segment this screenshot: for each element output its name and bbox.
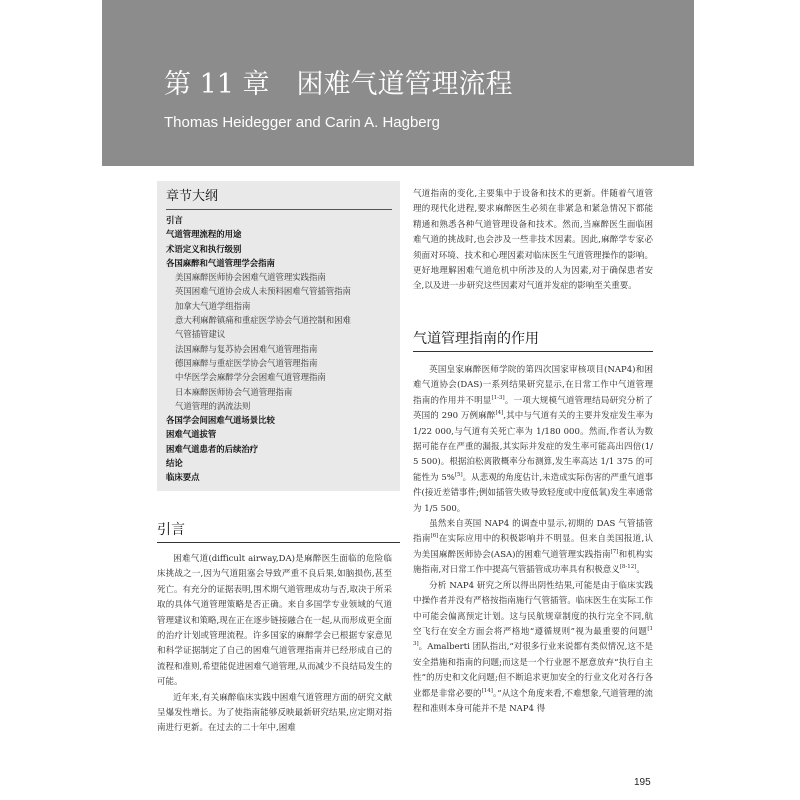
citation: [5] — [454, 471, 463, 478]
outline-item: 中华医学会麻醉学分会困难气道管理指南 — [175, 372, 326, 383]
intro-heading: 引言 — [157, 519, 400, 543]
outline-list — [166, 213, 400, 485]
outline-item: 加拿大气道学组指南 — [175, 300, 251, 311]
chapter-authors: Thomas Heidegger and Carin A. Hagberg — [164, 114, 440, 131]
citation: [8-12] — [619, 564, 637, 571]
outline-item: 术语定义和执行级别 — [166, 243, 242, 254]
outline-item: 困难气道拔管 — [166, 429, 217, 440]
page-number: 195 — [634, 777, 651, 788]
citation: [6] — [430, 533, 439, 540]
guidelines-paragraph-1: 英国皇家麻醉医师学院的第四次国家审核项目(NAP4)和困难气道协会(DAS)一系列结果研究显示,在日常工作中气道管理指南的作用并不明显[1-3]。一项大规模气道管理结局研究分析了英国的 290 万例麻醉[4],其中与气道有关的主要并发症发生率为 1/22 000,与气道有关死亡率为 1/180 000。然而,作者认为数据可能存在严重的漏报,其实际并发症的发生率可能高出四倍(1/5 500)。根据泊松离散概率分布测算,发生率高达 1/1 375 的可能性为 5%[5]。从悲观的角度估计,未造成实际伤害的严重气道事件(接近差错事件;例如插管失败导致轻度或中度低氧)发生率通常为 1/5 500。 — [413, 365, 653, 514]
guidelines-body — [413, 363, 653, 717]
continued-paragraph: 气道指南的变化,主要集中于设备和技术的更新。伴随着气道管理的现代化进程,要求麻醉医生必须在非紧急和紧急情况下都能精通和熟悉各种气道管理设备和技术。然而,当麻醉医生面临困难气道的挑战时,也会涉及一些非技术因素。因此,麻醉学专家必须面对环境、技术和心理因素对临床医生气道管理操作的影响。更好地理解困难气道危机中所涉及的人为因素,对于确保患者安全,以及进一步研究这些因素对气道并发症的影响至关重要。 — [413, 189, 653, 292]
outline-item: 各国麻醉和气道管理学会指南 — [166, 257, 275, 268]
outline-item: 临床要点 — [166, 472, 200, 483]
citation: [1-3] — [491, 394, 505, 401]
chapter-title: 第 11 章 困难气道管理流程 — [164, 69, 513, 100]
chapter-header-banner — [102, 0, 694, 166]
outline-item: 结论 — [166, 458, 183, 469]
guidelines-paragraph-2: 虽然来自英国 NAP4 的调查中显示,初期的 DAS 气管插管指南[6]在实际应用中的积极影响并不明显。但来自美国报道,认为美国麻醉医师协会(ASA)的困难气道管理实践指南[7]和机构实施指南,对日常工作中提高气管插管成功率具有积极意义[8-12]。 — [413, 519, 653, 576]
outline-item: 日本麻醉医师协会气道管理指南 — [175, 386, 293, 397]
guidelines-paragraph-3: 分析 NAP4 研究之所以得出阴性结果,可能是由于临床实践中操作者并没有严格按指南施行气管插管。临床医生在实际工作中可能会偏离预定计划。这与民航规章制度的执行完全不同,航空飞行在安全方面会将严格地“遵循规则”视为最重要的问题[13]。Amalberti 团队指出,“对很多行业来说都有类似情况,这不是安全措施和指南的问题;而这是一个行业愿不愿意放弃“执行自主性”的历史和文化问题;但不断追求更加安全的行业文化对各行各业都是非常必要的[14]。”从这个角度来看,不难想象,气道管理的流程和准则本身可能并不是 NAP4 得 — [413, 580, 653, 714]
intro-paragraph-1: 困难气道(difficult airway,DA)是麻醉医生面临的危险临床挑战之一,因为气道阻塞会导致严重不良后果,如脑损伤,甚至死亡。有充分的证据表明,围术期气道管理成功与否,取决于所采取的具体气道管理策略是否正确。来自多国学专业领域的气道管理建议和策略,现在正在逐步链接融合在一起,从而形成更全面的治疗计划或管理流程。许多国家的麻醉学会已根据专家意见和科学证据制定了自己的困难气道管理指南并已经形成自己的流程和准则,希望能促进困难气道管理,从而减少不良结局发生的可能。 — [157, 554, 392, 688]
citation: [7] — [610, 548, 619, 555]
outline-item: 各国学会间困难气道场景比较 — [166, 415, 275, 426]
chapter-outline-box — [157, 181, 400, 491]
outline-item: 德国麻醉与重症医学协会气道管理指南 — [175, 357, 318, 368]
citation: [13] — [413, 625, 653, 648]
continued-text — [413, 187, 653, 295]
outline-item: 气道管理的涡流法则 — [175, 400, 251, 411]
intro-paragraph-2: 近年来,有关麻醉临床实践中困难气道管理方面的研究文献呈爆发性增长。为了使指南能够反映最新研究结果,应定期对指南进行更新。在过去的二十年中,困难 — [157, 692, 392, 734]
outline-item: 引言 — [166, 215, 183, 225]
outline-item: 困难气道患者的后续治疗 — [166, 443, 259, 454]
guidelines-heading: 气道管理指南的作用 — [413, 328, 653, 352]
outline-item: 法国麻醉与复苏协会困难气道管理指南 — [175, 343, 318, 354]
outline-item: 气管插管建议 — [175, 329, 226, 340]
citation: [14] — [481, 687, 493, 694]
intro-body — [157, 552, 392, 737]
outline-item: 意大利麻醉镇痛和重症医学协会气道控制和困难 — [175, 315, 351, 326]
outline-title: 章节大纲 — [166, 185, 392, 210]
outline-item: 英国困难气道协会成人未预料困难气管插管指南 — [175, 286, 351, 297]
citation: [4] — [495, 410, 504, 417]
outline-item: 美国麻醉医师协会困难气道管理实践指南 — [175, 272, 326, 283]
outline-item: 气道管理流程的用途 — [166, 229, 242, 240]
